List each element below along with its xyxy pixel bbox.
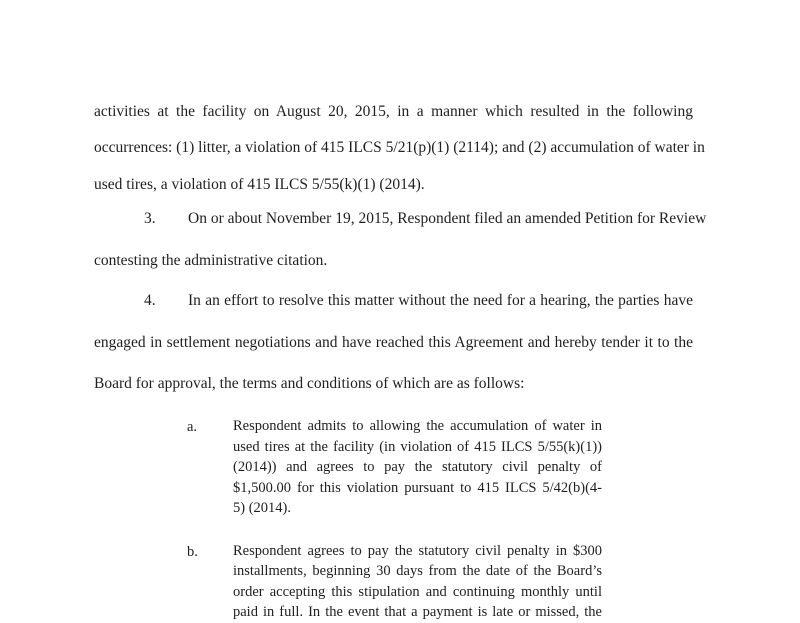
paragraph-3-number: 3. — [144, 210, 156, 227]
item-a-label: a. — [187, 419, 198, 435]
item-b-line-2: installments, beginning 30 days from the date of the Board’s — [233, 563, 602, 579]
item-a-line-3: (2014)) and agrees to pay the statutory civil penalty of — [233, 459, 602, 475]
paragraph-3-line-2: contesting the administrative citation. — [94, 252, 328, 269]
paragraph-top-line-1: activities at the facility on August 20, 2015, in a manner which resulted in the following — [94, 103, 693, 120]
paragraph-top-line-3: used tires, a violation of 415 ILCS 5/55(k)(1) (2014). — [94, 176, 425, 193]
item-a-line-1: Respondent admits to allowing the accumulation of water in — [233, 418, 602, 434]
item-a-line-4: $1,500.00 for this violation pursuant to 415 ILCS 5/42(b)(4- — [233, 480, 602, 496]
paragraph-3-line-1: On or about November 19, 2015, Respondent filed an amended Petition for Review — [188, 210, 707, 227]
paragraph-top-line-2: occurrences: (1) litter, a violation of 415 ILCS 5/21(p)(1) (2114); and (2) accumulation of water in — [94, 139, 705, 156]
item-a-line-2: used tires at the facility (in violation of 415 ILCS 5/55(k)(1)) — [233, 439, 602, 455]
paragraph-4-line-3: Board for approval, the terms and conditions of which are as follows: — [94, 375, 525, 392]
paragraph-4-number: 4. — [144, 292, 156, 309]
item-b-label: b. — [187, 544, 198, 560]
paragraph-4-line-1: In an effort to resolve this matter without the need for a hearing, the parties have — [188, 292, 693, 309]
item-b-line-1: Respondent agrees to pay the statutory civil penalty in $300 — [233, 543, 602, 559]
item-b-line-3: order accepting this stipulation and continuing monthly until — [233, 584, 602, 600]
item-b-line-4: paid in full. In the event that a payment is late or missed, the — [233, 604, 602, 620]
paragraph-4-line-2: engaged in settlement negotiations and have reached this Agreement and hereby tender it to the — [94, 334, 693, 351]
item-a-line-5: 5) (2014). — [233, 500, 291, 516]
